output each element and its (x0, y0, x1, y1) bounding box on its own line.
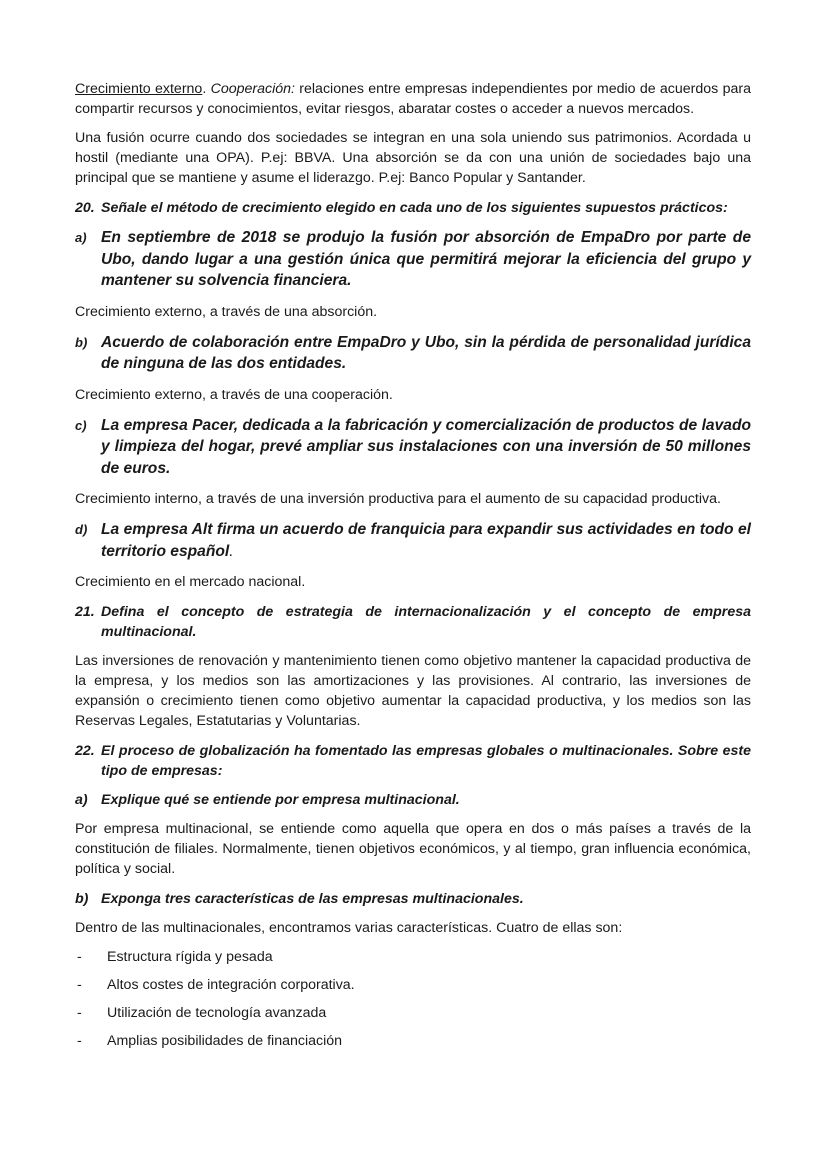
question-text: El proceso de globalización ha fomentado las empresas globales o multinacionales. Sobre este tipo de empresas: (101, 743, 751, 779)
item-text: La empresa Pacer, dedicada a la fabricación y comercialización de productos de lavado y limpieza del hogar, prevé ampliar sus instalaciones con una inversión de 50 millones de euros. (101, 416, 751, 477)
item-label: d) (75, 522, 88, 537)
answer-20-b: Crecimiento externo, a través de una cooperación. (75, 386, 393, 403)
question-20-a (75, 227, 751, 292)
intro-paragraph-cooperation (75, 79, 751, 119)
item-label: b) (75, 891, 89, 907)
characteristics-list (75, 947, 751, 1051)
answer-20-d: Crecimiento en el mercado nacional. (75, 574, 306, 590)
italic-term: Cooperación: (210, 81, 295, 97)
bullet-dash: - (77, 1033, 82, 1049)
answer-21: Las inversiones de renovación y mantenimiento tienen como objetivo mantener la capacidad productiva de la empresa, y los medios son las amortizaciones y las provisiones. Al contrario, las inversiones de expansión o crecimiento tienen como objetivo aumentar la capacidad productiva, y los medios son las Reservas Legales, Estatutarias y Voluntarias. (75, 653, 751, 729)
item-text-dot: . (229, 542, 234, 560)
bullet-dash: - (77, 1005, 82, 1021)
answer-20-a: Crecimiento externo, a través de una absorción. (75, 303, 378, 320)
bullet-dash: - (77, 977, 82, 993)
question-text: Defina el concepto de estrategia de internacionalización y el concepto de empresa multinacional. (101, 604, 751, 640)
item-label: c) (75, 417, 87, 433)
question-text: Señale el método de crecimiento elegido en cada uno de los siguientes supuestos prácticos: (101, 200, 728, 216)
question-20-c (75, 415, 751, 480)
item-text-main: La empresa Alt firma un acuerdo de franquicia para expandir sus actividades en todo el territorio español (101, 521, 751, 560)
question-20 (75, 198, 751, 218)
intro-paragraph-fusion: Una fusión ocurre cuando dos sociedades se integran en una sola uniendo sus patrimonios. Acordada u hostil (mediante una OPA). P.ej: BBVA. Una absorción se da con una unión de sociedades bajo una principal que se mantiene y asume el liderazgo. P.ej: Banco Popular y Santander. (75, 130, 751, 186)
question-number: 22. (75, 743, 95, 759)
question-20-b (75, 332, 751, 375)
question-number: 21. (75, 604, 95, 620)
item-label: b) (75, 334, 88, 350)
underlined-term: Crecimiento externo (75, 81, 203, 97)
list-item-text: Estructura rígida y pesada (107, 949, 273, 965)
item-text (101, 519, 751, 562)
answer-22-b: Dentro de las multinacionales, encontramos varias características. Cuatro de ellas son: (75, 920, 623, 936)
answer-22-a: Por empresa multinacional, se entiende como aquella que opera en dos o más países a través de la constitución de filiales. Normalmente, tienen objetivos económicos, y al tiempo, gran influencia económica, política y social. (75, 821, 751, 877)
intro-dot: . (202, 81, 211, 97)
list-item (75, 947, 751, 967)
question-22-b (75, 889, 751, 909)
question-number: 20. (75, 200, 95, 216)
item-text: Exponga tres características de las empresas multinacionales. (101, 891, 524, 907)
list-item (75, 1031, 751, 1051)
question-22-a (75, 790, 751, 810)
item-text: Acuerdo de colaboración entre EmpaDro y Ubo, sin la pérdida de personalidad jurídica de ninguna de las dos entidades. (101, 333, 751, 372)
list-item-text: Amplias posibilidades de financiación (107, 1033, 343, 1049)
question-21 (75, 602, 751, 642)
list-item-text: Utilización de tecnología avanzada (107, 1005, 327, 1021)
question-22 (75, 741, 751, 781)
item-label: a) (75, 792, 88, 808)
list-item (75, 975, 751, 995)
answer-20-c: Crecimiento interno, a través de una inversión productiva para el aumento de su capacidad productiva. (75, 491, 721, 507)
item-text: En septiembre de 2018 se produjo la fusión por absorción de EmpaDro por parte de Ubo, dando lugar a una gestión única que permitirá mejorar la eficiencia del grupo y mantener su solvencia financiera. (101, 229, 751, 289)
intro-rest: relaciones entre empresas independientes por medio de acuerdos para compartir recursos y conocimientos, evitar riesgos, abaratar costes o acceder a nuevos mercados. (75, 81, 751, 117)
item-text: Explique qué se entiende por empresa multinacional. (101, 792, 460, 808)
document-page (75, 79, 751, 1059)
list-item (75, 1003, 751, 1023)
question-20-d (75, 519, 751, 562)
bullet-dash: - (77, 949, 82, 965)
item-label: a) (75, 230, 87, 245)
list-item-text: Altos costes de integración corporativa. (107, 977, 355, 993)
